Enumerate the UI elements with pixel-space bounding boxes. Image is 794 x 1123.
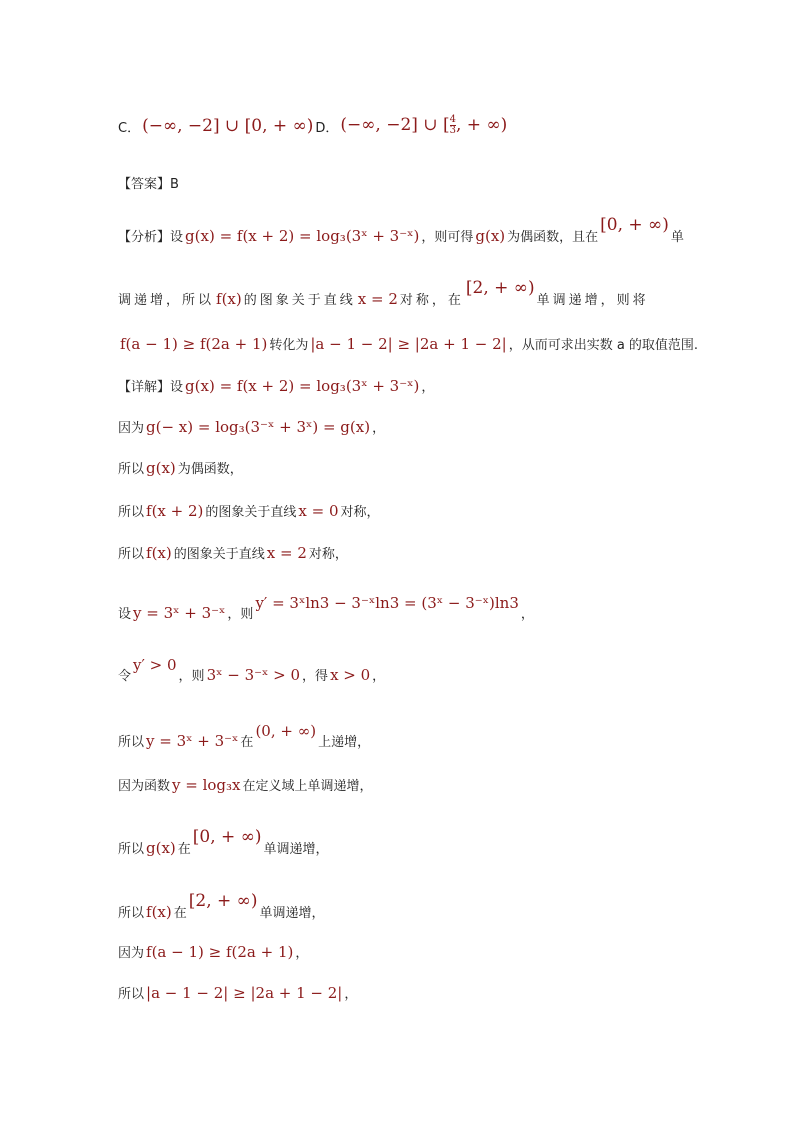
- detail-line-12: [118, 942, 308, 961]
- detail-math: g(x): [146, 459, 176, 477]
- detail-math: [2, + ∞): [188, 891, 258, 911]
- analysis-line-2: [118, 278, 649, 308]
- analysis-text: 设: [170, 230, 184, 245]
- detail-math: y = log₃x: [172, 776, 241, 794]
- detail-text: 上递增，: [318, 735, 371, 750]
- detail-math: y = 3ˣ + 3⁻ˣ: [133, 604, 226, 622]
- detail-text: 的图象关于直线: [173, 547, 265, 562]
- detail-math: x = 0: [298, 502, 339, 520]
- detail-math: 3ˣ − 3⁻ˣ > 0: [206, 666, 301, 684]
- detail-line-9: [118, 775, 373, 794]
- option-d-frac-num: 4: [449, 114, 456, 125]
- detail-math: g(x) = f(x + 2) = log₃(3ˣ + 3⁻ˣ): [185, 377, 420, 395]
- detail-math: y′ > 0: [133, 656, 177, 674]
- detail-math: (0, + ∞): [255, 722, 317, 740]
- analysis-math: g(x): [475, 227, 506, 245]
- detail-text: ，: [372, 669, 386, 684]
- detail-math: g(− x) = log₃(3⁻ˣ + 3ˣ) = g(x): [146, 418, 371, 436]
- analysis-text: ，则可得: [421, 230, 474, 245]
- detail-text: 设: [118, 607, 132, 622]
- answer-value: B: [170, 177, 179, 192]
- detail-math: x > 0: [330, 666, 371, 684]
- detail-text: ，则: [178, 669, 205, 684]
- analysis-math: x = 2: [357, 290, 398, 308]
- detail-text: 因为: [118, 421, 145, 436]
- detail-text: 所以: [118, 987, 145, 1002]
- detail-math: [0, + ∞): [192, 827, 262, 847]
- answer-label: 【答案】: [118, 177, 171, 192]
- analysis-text: ，从而可求出实数 a 的取值范围.: [508, 338, 699, 353]
- detail-text: 在: [177, 842, 191, 857]
- option-line: [118, 115, 509, 136]
- detail-text: 因为函数: [118, 779, 171, 794]
- detail-line-13: [118, 983, 357, 1002]
- detail-text: 单调递增，: [263, 842, 329, 857]
- analysis-text: 转化为: [269, 338, 309, 353]
- analysis-line-1: [118, 215, 684, 245]
- detail-label: 【详解】: [118, 380, 171, 395]
- detail-text: ，: [421, 380, 435, 395]
- analysis-text: 单: [670, 230, 684, 245]
- detail-text: 所以: [118, 547, 145, 562]
- detail-text: 因为: [118, 946, 145, 961]
- detail-math: f(a − 1) ≥ f(2a + 1): [146, 943, 294, 961]
- detail-text: 对称，: [340, 505, 380, 520]
- detail-line-6: [118, 594, 534, 622]
- analysis-text: 为偶函数，且在: [507, 230, 599, 245]
- detail-line-8: [118, 722, 371, 750]
- analysis-math: [2, + ∞): [465, 278, 535, 298]
- detail-line-1: [118, 376, 434, 395]
- detail-text: 设: [170, 380, 184, 395]
- detail-text: ，则: [227, 607, 254, 622]
- detail-text: 所以: [118, 735, 145, 750]
- detail-text: 所以: [118, 842, 145, 857]
- detail-math: |a − 1 − 2| ≥ |2a + 1 − 2|: [146, 984, 343, 1002]
- detail-text: 在: [240, 735, 254, 750]
- option-d-expr-a: (−∞, −2] ∪ [: [340, 115, 450, 135]
- analysis-label: 【分析】: [118, 230, 171, 245]
- detail-text: 在: [173, 906, 187, 921]
- analysis-text: 的图象关于直线: [243, 293, 356, 308]
- detail-text: 单调递增，: [259, 906, 325, 921]
- detail-line-5: [118, 543, 348, 562]
- analysis-math: |a − 1 − 2| ≥ |2a + 1 − 2|: [310, 335, 507, 353]
- detail-text: 所以: [118, 906, 145, 921]
- detail-math: y′ = 3ˣln3 − 3⁻ˣln3 = (3ˣ − 3⁻ˣ)ln3: [255, 594, 519, 612]
- analysis-math: [0, + ∞): [600, 215, 669, 235]
- detail-line-4: [118, 501, 380, 520]
- analysis-math: f(a − 1) ≥ f(2a + 1): [120, 335, 268, 353]
- option-c-label: C．: [118, 121, 141, 136]
- detail-text: 所以: [118, 462, 145, 477]
- answer-line: [118, 173, 179, 192]
- option-d-label: D．: [315, 121, 339, 136]
- detail-math: f(x): [146, 544, 172, 562]
- detail-text: 令: [118, 669, 132, 684]
- analysis-math: g(x) = f(x + 2) = log₃(3ˣ + 3⁻ˣ): [185, 227, 420, 245]
- detail-math: f(x + 2): [146, 502, 204, 520]
- detail-text: 在定义域上单调递增，: [242, 779, 373, 794]
- detail-math: f(x): [146, 903, 172, 921]
- detail-line-3: [118, 458, 243, 477]
- analysis-text: 调递增，所以: [118, 293, 215, 308]
- detail-math: x = 2: [266, 544, 307, 562]
- analysis-text: 单调递增，则将: [536, 293, 649, 308]
- detail-math: g(x): [146, 839, 176, 857]
- detail-text: ，得: [302, 669, 329, 684]
- detail-line-11: [118, 891, 325, 921]
- detail-text: 为偶函数，: [177, 462, 243, 477]
- detail-line-10: [118, 827, 329, 857]
- analysis-line-3: [118, 334, 698, 353]
- detail-text: ，: [520, 607, 534, 622]
- option-d-expr-b: , + ∞): [456, 115, 508, 135]
- option-c-expr: (−∞, −2] ∪ [0, + ∞): [142, 116, 314, 136]
- detail-line-2: [118, 417, 385, 436]
- detail-text: ，: [372, 421, 386, 436]
- option-d-expr: [338, 115, 509, 136]
- detail-text: 所以: [118, 505, 145, 520]
- detail-line-7: [118, 656, 386, 684]
- detail-text: ，: [295, 946, 309, 961]
- analysis-text: 对称，在: [399, 293, 464, 308]
- detail-text: ，: [344, 987, 358, 1002]
- detail-math: y = 3ˣ + 3⁻ˣ: [146, 732, 239, 750]
- analysis-math: f(x): [216, 290, 242, 308]
- detail-text: 对称，: [308, 547, 348, 562]
- detail-text: 的图象关于直线: [205, 505, 297, 520]
- option-d-frac-den: 3: [449, 125, 456, 136]
